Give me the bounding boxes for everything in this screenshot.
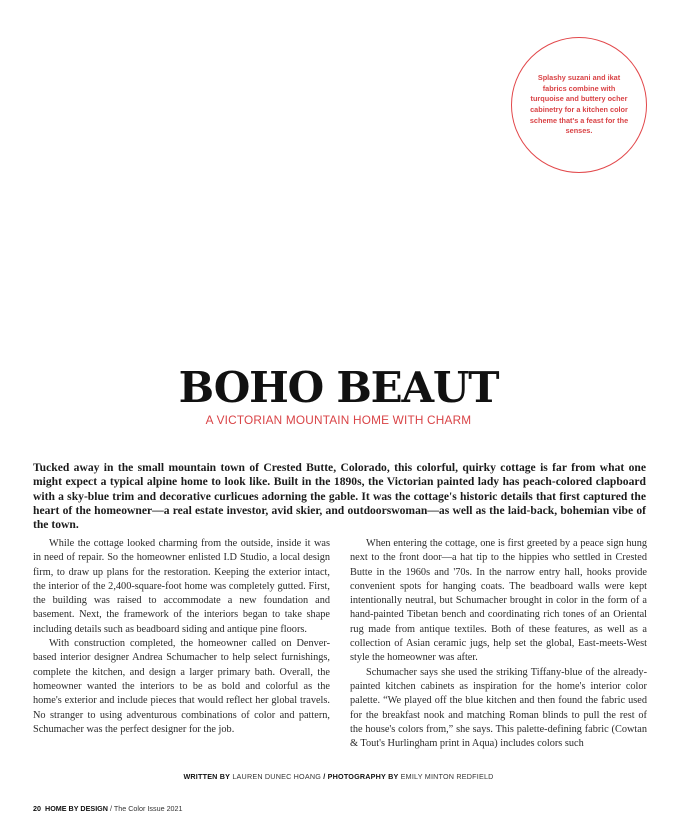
body-column-right [350,537,647,751]
written-by-label: WRITTEN BY [183,772,231,781]
body-column-left [33,537,330,737]
article-title: BOHO BEAUT [178,363,499,412]
body-paragraph: When entering the cottage, one is first greeted by a peace sign hung next to the front door—a hat tip to the hippies who settled in Crested Butte in the 1960s and '70s. In the narrow entry hall, hooks provide convenient spots for hanging coats. The beadboard walls were kept intentionally neutral, but Schumacher brought in color in the form of a hand-painted Tibetan bench and coordinating rich tones of an Oriental rug made from antique textiles. Both of these features, as well as a collection of Asian ceramic jugs, help set the global, East-meets-West style the homeowner was after. [350,538,647,664]
pull-quote-text: Splashy suzani and ikat fabrics combine with turquoise and buttery ocher cabinetry for a kitchen color scheme that's a feast for the senses. [529,73,629,136]
body-paragraph: While the cottage looked charming from the outside, inside it was in need of repair. So the homeowner enlisted I.D Studio, a local design firm, to draw up plans for the restoration. Keeping the exterior intact, the interior of the 2,400-square-foot home was completely gutted. First, the building was raised to accommodate a new foundation and basement. Next, the framework of the interiors began to take shape including details such as beadboard siding and antique pine floors. [33,538,330,635]
page-number: 20 [33,804,41,813]
article-lede: Tucked away in the small mountain town of Crested Butte, Colorado, this colorful, quirky cottage is far from what one might expect a typical alpine home to look like. Built in the 1890s, the Victorian painted lady has peach-colored clapboard with a sky-blue trim and decorative curlicues adorning the gable. It was the cottage's historic details that first captured the heart of the homeowner—a real estate investor, avid skier, and outdoorswoman—as well as the laid-back, bohemian vibe of the town. [33,461,646,532]
body-paragraph: With construction completed, the homeowner called on Denver-based interior designer Andrea Schumacher to help select furnishings, complete the kitchen, and design a larger primary bath. Overall, the homeowner wanted the interiors to be as bold and colorful as the home's exterior and include pieces that would reflect her global travels. No stranger to using adventurous combinations of color and pattern, Schumacher was the perfect designer for the job. [33,638,330,735]
issue-name: / The Color Issue 2021 [109,804,183,813]
pull-quote-circle [511,37,647,173]
photography-by-label: PHOTOGRAPHY BY [327,772,399,781]
magazine-name: HOME BY DESIGN [45,804,108,813]
page-folio [33,804,183,813]
credit-separator: / [323,772,326,781]
writer-name: LAUREN DUNEC HOANG [232,772,322,781]
photographer-name: EMILY MINTON REDFIELD [400,772,494,781]
byline-credits [0,772,677,781]
body-paragraph: Schumacher says she used the striking Tiffany-blue of the already-painted kitchen cabinets as inspiration for the home's interior color palette. “We played off the blue kitchen and then found the fabric used for the breakfast nook and matching Roman blinds to pull the rest of the house's colors from,” she says. This palette-defining fabric (Cowtan & Tout's Hurlingham print in Aqua) includes colors such [350,666,647,750]
article-subtitle: A VICTORIAN MOUNTAIN HOME WITH CHARM [205,413,472,427]
